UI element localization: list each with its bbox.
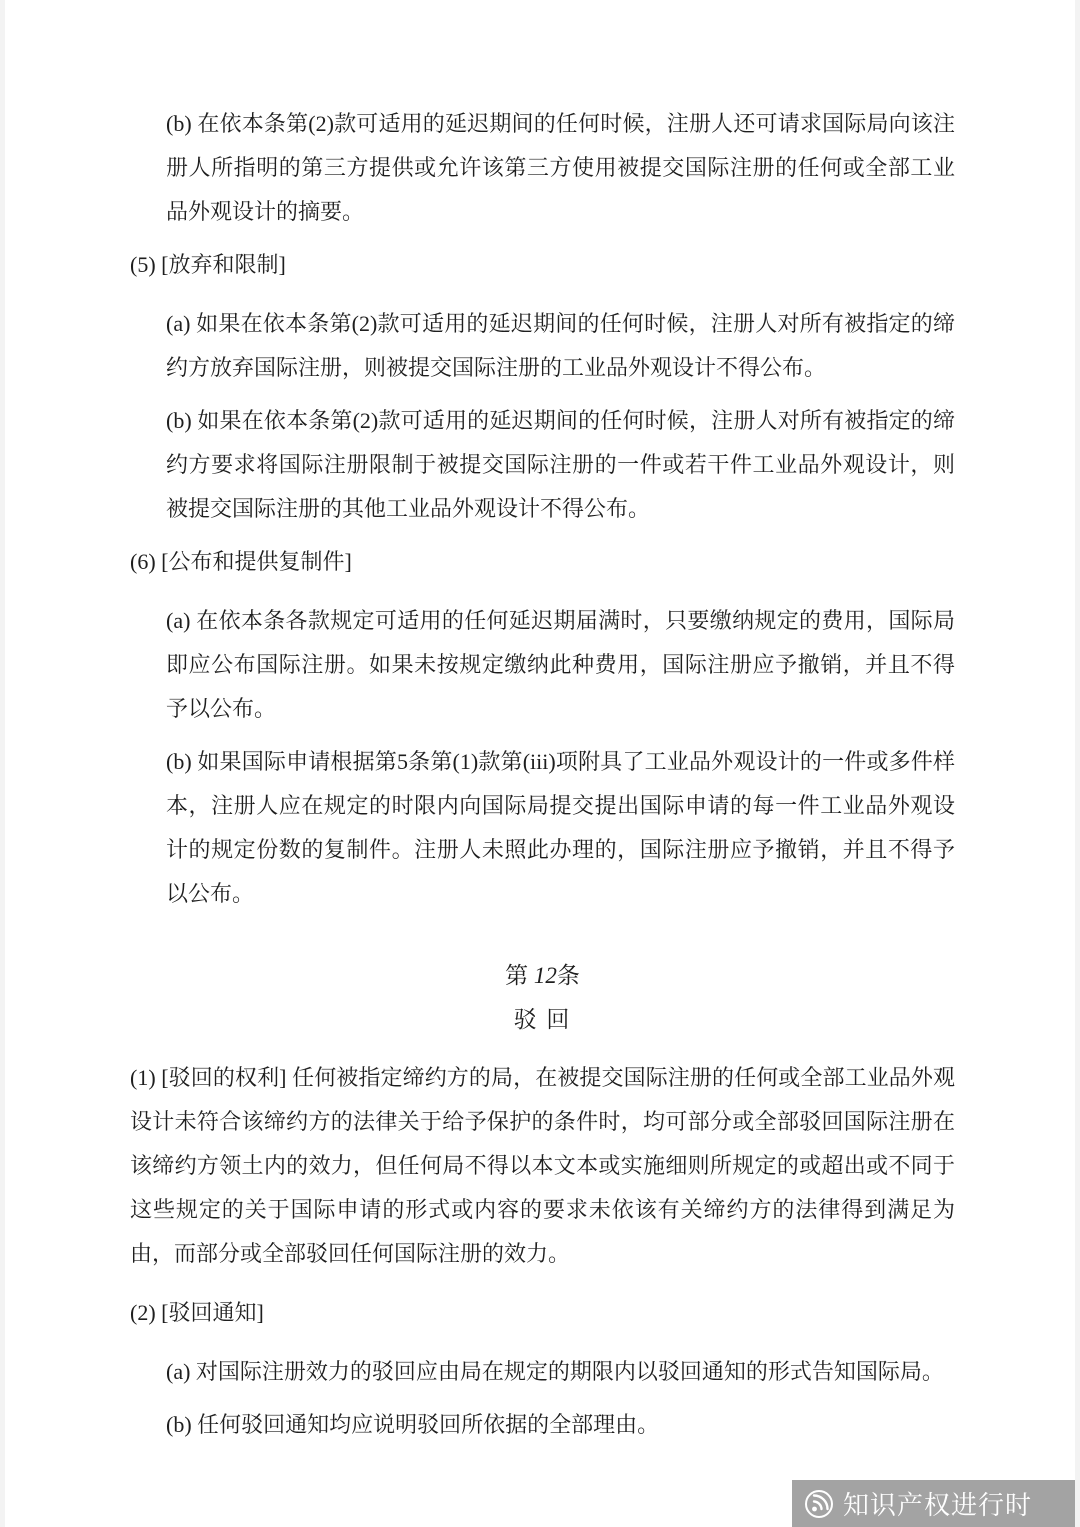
paragraph-5a: (a) 如果在依本条第(2)款可适用的延迟期间的任何时候，注册人对所有被指定的缔约方放弃国际注册，则被提交国际注册的工业品外观设计不得公布。: [166, 311, 955, 380]
paragraph-6b: (b) 如果国际申请根据第5条第(1)款第(iii)项附具了工业品外观设计的一件或多件样本，注册人应在规定的时限内向国际局提交提出国际申请的每一件工业品外观设计的规定份数的复制件。注册人未照此办理的，国际注册应予撤销，并且不得予以公布。: [166, 749, 955, 906]
article-number-suffix: 条: [556, 963, 580, 988]
watermark-bar: [792, 1480, 1075, 1527]
watermark-text: 知识产权进行时: [843, 1490, 1033, 1520]
paragraph-12-2b: (b) 任何驳回通知均应说明驳回所依据的全部理由。: [166, 1412, 660, 1437]
paragraph-5: (5) [放弃和限制]: [130, 252, 286, 277]
article-number: 12: [533, 963, 557, 988]
paragraph-12-2: (2) [驳回通知]: [130, 1300, 264, 1325]
article-number-prefix: 第: [505, 963, 534, 988]
paragraph-6: (6) [公布和提供复制件]: [130, 549, 352, 574]
article-title: 驳 回: [513, 1007, 572, 1032]
paragraph-12-2a: (a) 对国际注册效力的驳回应由局在规定的期限内以驳回通知的形式告知国际局。: [166, 1359, 944, 1384]
paragraph-5b: (b) 如果在依本条第(2)款可适用的延迟期间的任何时候，注册人对所有被指定的缔约方要求将国际注册限制于被提交国际注册的一件或若干件工业品外观设计，则被提交国际注册的其他工业品外观设计不得公布。: [166, 408, 955, 521]
article-text-body: [130, 102, 955, 1456]
watermark-logo-icon: [804, 1489, 834, 1519]
paragraph-12-1: (1) [驳回的权利] 任何被指定缔约方的局，在被提交国际注册的任何或全部工业品外观设计未符合该缔约方的法律关于给予保护的条件时，均可部分或全部驳回国际注册在该缔约方领土内的效力，但任何局不得以本文本或实施细则所规定的或超出或不同于这些规定的关于国际申请的形式或内容的要求未依该有关缔约方的法律得到满足为由，而部分或全部驳回任何国际注册的效力。: [130, 1065, 955, 1266]
paragraph-6a: (a) 在依本条各款规定可适用的任何延迟期届满时，只要缴纳规定的费用，国际局即应公布国际注册。如果未按规定缴纳此种费用，国际注册应予撤销，并且不得予以公布。: [166, 608, 955, 721]
paragraph-4b: (b) 在依本条第(2)款可适用的延迟期间的任何时候，注册人还可请求国际局向该注册人所指明的第三方提供或允许该第三方使用被提交国际注册的任何或全部工业品外观设计的摘要。: [166, 111, 955, 224]
document-page: [5, 0, 1075, 1527]
article-number-heading: [130, 954, 955, 998]
